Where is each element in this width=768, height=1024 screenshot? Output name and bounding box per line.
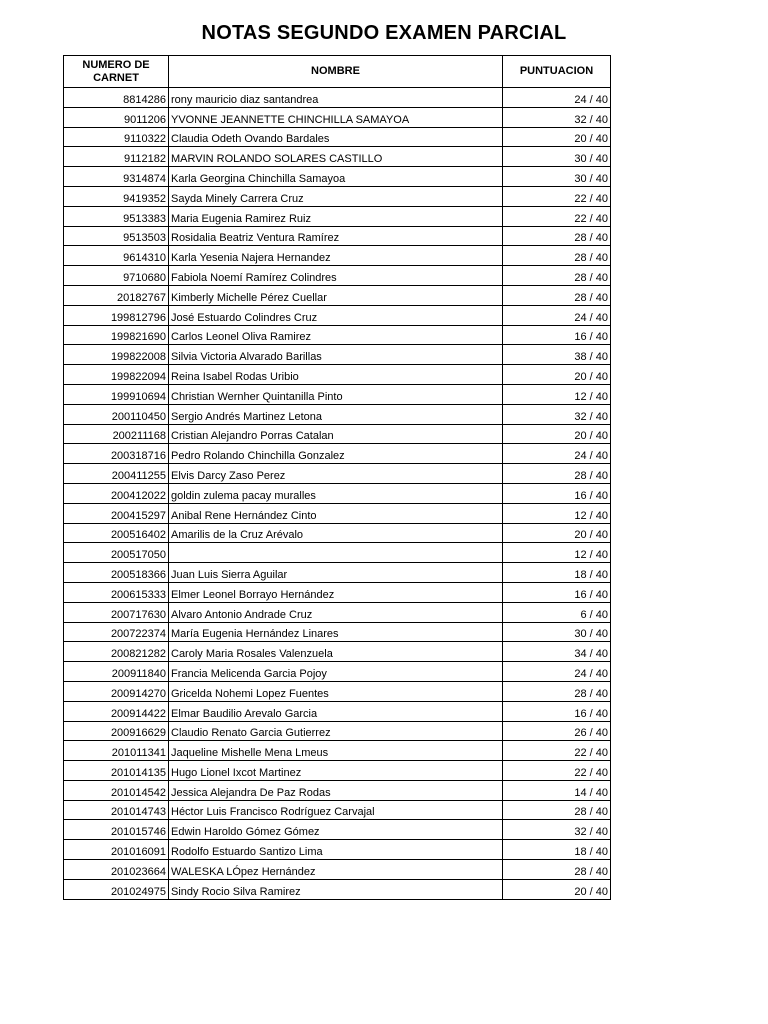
name-cell: Jaqueline Mishelle Mena Lmeus xyxy=(169,741,503,761)
name-cell: Héctor Luis Francisco Rodríguez Carvajal xyxy=(169,800,503,820)
carnet-cell: 201015746 xyxy=(64,820,169,840)
name-cell: Cristian Alejandro Porras Catalan xyxy=(169,424,503,444)
score-cell: 24 / 40 xyxy=(503,305,611,325)
carnet-cell: 200517050 xyxy=(64,543,169,563)
table-row xyxy=(64,800,611,820)
table-row xyxy=(64,384,611,404)
score-cell: 12 / 40 xyxy=(503,543,611,563)
name-cell: Maria Eugenia Ramirez Ruiz xyxy=(169,206,503,226)
table-row xyxy=(64,365,611,385)
carnet-cell: 200722374 xyxy=(64,622,169,642)
carnet-cell: 200615333 xyxy=(64,582,169,602)
grades-table xyxy=(63,55,611,900)
table-row xyxy=(64,404,611,424)
table-row xyxy=(64,305,611,325)
table-row xyxy=(64,246,611,266)
carnet-cell: 201023664 xyxy=(64,860,169,880)
score-cell: 24 / 40 xyxy=(503,444,611,464)
name-cell: MARVIN ROLANDO SOLARES CASTILLO xyxy=(169,147,503,167)
carnet-cell: 200415297 xyxy=(64,503,169,523)
score-cell: 30 / 40 xyxy=(503,167,611,187)
score-cell: 22 / 40 xyxy=(503,761,611,781)
score-cell: 20 / 40 xyxy=(503,424,611,444)
name-cell: Claudia Odeth Ovando Bardales xyxy=(169,127,503,147)
name-cell: Sergio Andrés Martinez Letona xyxy=(169,404,503,424)
table-row xyxy=(64,761,611,781)
carnet-cell: 200110450 xyxy=(64,404,169,424)
carnet-cell: 200717630 xyxy=(64,602,169,622)
carnet-cell: 20182767 xyxy=(64,285,169,305)
table-body xyxy=(64,88,611,900)
header-row xyxy=(64,56,611,88)
carnet-cell: 9513503 xyxy=(64,226,169,246)
carnet-cell: 9419352 xyxy=(64,186,169,206)
table-row xyxy=(64,840,611,860)
name-cell: Claudio Renato Garcia Gutierrez xyxy=(169,721,503,741)
page-title: NOTAS SEGUNDO EXAMEN PARCIAL xyxy=(201,22,567,44)
score-cell: 16 / 40 xyxy=(503,325,611,345)
score-cell: 18 / 40 xyxy=(503,563,611,583)
carnet-cell: 199821690 xyxy=(64,325,169,345)
name-cell: Elvis Darcy Zaso Perez xyxy=(169,464,503,484)
name-cell xyxy=(169,543,503,563)
carnet-cell: 200516402 xyxy=(64,523,169,543)
carnet-cell: 199910694 xyxy=(64,384,169,404)
score-cell: 20 / 40 xyxy=(503,127,611,147)
table-row xyxy=(64,325,611,345)
table-row xyxy=(64,147,611,167)
carnet-cell: 201014743 xyxy=(64,800,169,820)
name-cell: WALESKA LÓpez Hernández xyxy=(169,860,503,880)
column-header-carnet: NUMERO DE CARNET xyxy=(64,56,169,88)
score-cell: 16 / 40 xyxy=(503,582,611,602)
name-cell: Reina Isabel Rodas Uribio xyxy=(169,365,503,385)
table-row xyxy=(64,186,611,206)
carnet-cell: 9710680 xyxy=(64,266,169,286)
score-cell: 28 / 40 xyxy=(503,800,611,820)
name-cell: Gricelda Nohemi Lopez Fuentes xyxy=(169,681,503,701)
table-row xyxy=(64,582,611,602)
carnet-cell: 200318716 xyxy=(64,444,169,464)
table-row xyxy=(64,503,611,523)
name-cell: José Estuardo Colindres Cruz xyxy=(169,305,503,325)
name-cell: Caroly Maria Rosales Valenzuela xyxy=(169,642,503,662)
score-cell: 28 / 40 xyxy=(503,226,611,246)
carnet-cell: 9110322 xyxy=(64,127,169,147)
score-cell: 28 / 40 xyxy=(503,464,611,484)
score-cell: 28 / 40 xyxy=(503,860,611,880)
table-row xyxy=(64,701,611,721)
name-cell: goldin zulema pacay muralles xyxy=(169,483,503,503)
table-row xyxy=(64,820,611,840)
carnet-cell: 200911840 xyxy=(64,662,169,682)
table-row xyxy=(64,107,611,127)
table-row xyxy=(64,226,611,246)
score-cell: 24 / 40 xyxy=(503,662,611,682)
name-cell: Edwin Haroldo Gómez Gómez xyxy=(169,820,503,840)
score-cell: 20 / 40 xyxy=(503,523,611,543)
name-cell: Kimberly Michelle Pérez Cuellar xyxy=(169,285,503,305)
carnet-cell: 201011341 xyxy=(64,741,169,761)
carnet-cell: 201016091 xyxy=(64,840,169,860)
carnet-cell: 9112182 xyxy=(64,147,169,167)
carnet-cell: 200211168 xyxy=(64,424,169,444)
table-row xyxy=(64,721,611,741)
score-cell: 38 / 40 xyxy=(503,345,611,365)
score-cell: 6 / 40 xyxy=(503,602,611,622)
carnet-cell: 200412022 xyxy=(64,483,169,503)
table-row xyxy=(64,563,611,583)
score-cell: 30 / 40 xyxy=(503,622,611,642)
name-cell: Amarilis de la Cruz Arévalo xyxy=(169,523,503,543)
column-header-score: PUNTUACION xyxy=(503,56,611,88)
carnet-cell: 200914422 xyxy=(64,701,169,721)
column-header-name: NOMBRE xyxy=(169,56,503,88)
table-header xyxy=(64,56,611,88)
table-row xyxy=(64,780,611,800)
carnet-cell: 200916629 xyxy=(64,721,169,741)
score-cell: 32 / 40 xyxy=(503,820,611,840)
score-cell: 28 / 40 xyxy=(503,266,611,286)
table-row xyxy=(64,464,611,484)
name-cell: Pedro Rolando Chinchilla Gonzalez xyxy=(169,444,503,464)
score-cell: 20 / 40 xyxy=(503,365,611,385)
name-cell: Karla Yesenia Najera Hernandez xyxy=(169,246,503,266)
name-cell: Rosidalia Beatriz Ventura Ramírez xyxy=(169,226,503,246)
score-cell: 16 / 40 xyxy=(503,701,611,721)
carnet-cell: 199822094 xyxy=(64,365,169,385)
score-cell: 32 / 40 xyxy=(503,107,611,127)
table-row xyxy=(64,285,611,305)
table-row xyxy=(64,681,611,701)
name-cell: Carlos Leonel Oliva Ramirez xyxy=(169,325,503,345)
carnet-cell: 200821282 xyxy=(64,642,169,662)
table-row xyxy=(64,88,611,108)
name-cell: Elmar Baudilio Arevalo Garcia xyxy=(169,701,503,721)
name-cell: Christian Wernher Quintanilla Pinto xyxy=(169,384,503,404)
name-cell: Fabiola Noemí Ramírez Colindres xyxy=(169,266,503,286)
carnet-cell: 200518366 xyxy=(64,563,169,583)
score-cell: 28 / 40 xyxy=(503,681,611,701)
table-row xyxy=(64,266,611,286)
score-cell: 28 / 40 xyxy=(503,246,611,266)
carnet-cell: 201014542 xyxy=(64,780,169,800)
score-cell: 30 / 40 xyxy=(503,147,611,167)
table-row xyxy=(64,662,611,682)
table-row xyxy=(64,741,611,761)
score-cell: 14 / 40 xyxy=(503,780,611,800)
carnet-cell: 9314874 xyxy=(64,167,169,187)
name-cell: Francia Melicenda Garcia Pojoy xyxy=(169,662,503,682)
score-cell: 22 / 40 xyxy=(503,741,611,761)
score-cell: 22 / 40 xyxy=(503,206,611,226)
score-cell: 22 / 40 xyxy=(503,186,611,206)
name-cell: María Eugenia Hernández Linares xyxy=(169,622,503,642)
carnet-cell: 9614310 xyxy=(64,246,169,266)
table-row xyxy=(64,167,611,187)
score-cell: 12 / 40 xyxy=(503,384,611,404)
name-cell: Rodolfo Estuardo Santizo Lima xyxy=(169,840,503,860)
carnet-cell: 201024975 xyxy=(64,879,169,899)
name-cell: Jessica Alejandra De Paz Rodas xyxy=(169,780,503,800)
name-cell: Anibal Rene Hernández Cinto xyxy=(169,503,503,523)
score-cell: 32 / 40 xyxy=(503,404,611,424)
table-row xyxy=(64,444,611,464)
table-row xyxy=(64,860,611,880)
name-cell: Hugo Lionel Ixcot Martinez xyxy=(169,761,503,781)
table-row xyxy=(64,602,611,622)
score-cell: 28 / 40 xyxy=(503,285,611,305)
carnet-cell: 9011206 xyxy=(64,107,169,127)
score-cell: 26 / 40 xyxy=(503,721,611,741)
name-cell: Karla Georgina Chinchilla Samayoa xyxy=(169,167,503,187)
carnet-cell: 8814286 xyxy=(64,88,169,108)
name-cell: Juan Luis Sierra Aguilar xyxy=(169,563,503,583)
table-row xyxy=(64,206,611,226)
score-cell: 24 / 40 xyxy=(503,88,611,108)
score-cell: 16 / 40 xyxy=(503,483,611,503)
name-cell: Alvaro Antonio Andrade Cruz xyxy=(169,602,503,622)
carnet-cell: 200914270 xyxy=(64,681,169,701)
carnet-cell: 199822008 xyxy=(64,345,169,365)
score-cell: 34 / 40 xyxy=(503,642,611,662)
table-row xyxy=(64,879,611,899)
name-cell: Silvia Victoria Alvarado Barillas xyxy=(169,345,503,365)
table-row xyxy=(64,642,611,662)
name-cell: Sayda Minely Carrera Cruz xyxy=(169,186,503,206)
name-cell: Elmer Leonel Borrayo Hernández xyxy=(169,582,503,602)
table-row xyxy=(64,483,611,503)
table-row xyxy=(64,424,611,444)
name-cell: rony mauricio diaz santandrea xyxy=(169,88,503,108)
name-cell: Sindy Rocio Silva Ramirez xyxy=(169,879,503,899)
score-cell: 20 / 40 xyxy=(503,879,611,899)
carnet-cell: 199812796 xyxy=(64,305,169,325)
score-cell: 18 / 40 xyxy=(503,840,611,860)
score-cell: 12 / 40 xyxy=(503,503,611,523)
table-row xyxy=(64,523,611,543)
table-row xyxy=(64,622,611,642)
table-row xyxy=(64,543,611,563)
carnet-cell: 200411255 xyxy=(64,464,169,484)
name-cell: YVONNE JEANNETTE CHINCHILLA SAMAYOA xyxy=(169,107,503,127)
carnet-cell: 9513383 xyxy=(64,206,169,226)
table-row xyxy=(64,345,611,365)
carnet-cell: 201014135 xyxy=(64,761,169,781)
table-row xyxy=(64,127,611,147)
